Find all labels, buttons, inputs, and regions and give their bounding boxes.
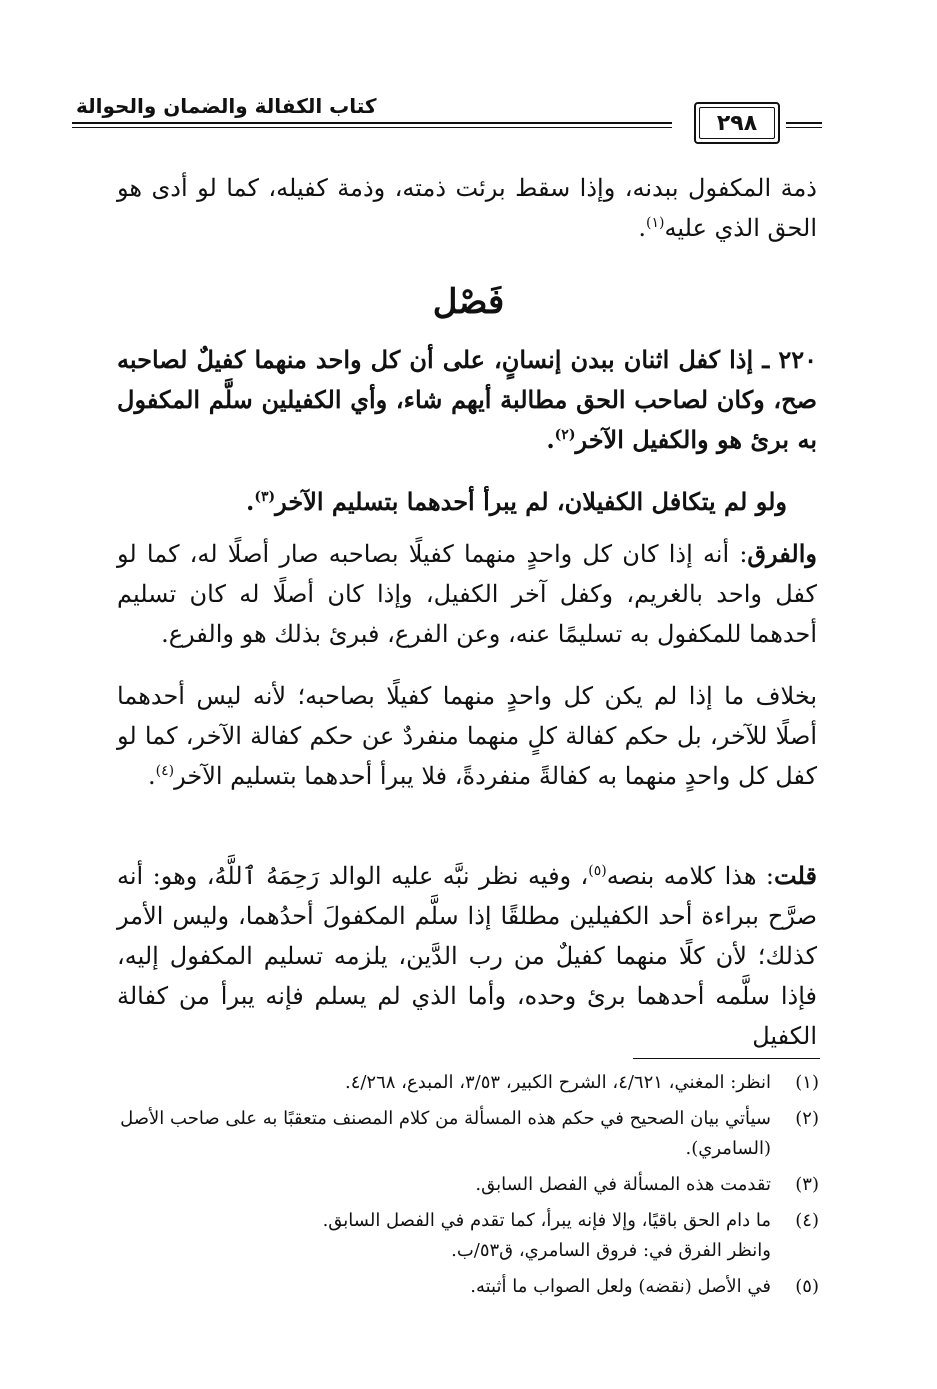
footnote — [109, 1272, 819, 1302]
header-rule — [72, 122, 672, 128]
qult-label: قلت — [774, 861, 818, 890]
paragraph-end: . — [638, 214, 647, 242]
footnote-ref: (٤) — [155, 763, 175, 779]
footnote — [109, 1170, 819, 1200]
paragraph-continuation — [117, 168, 817, 248]
footnote-number: (٤) — [795, 1210, 819, 1231]
footnotes — [109, 1068, 819, 1302]
footnote-text: انظر: المغني، ٤/٦٢١، الشرح الكبير، ٣/٥٣، المبدع، ٤/٢٦٨. — [344, 1072, 771, 1093]
farq-label: والفرق — [747, 539, 817, 568]
section-heading: فَصْل — [432, 282, 505, 322]
issue-end: . — [546, 425, 555, 454]
footnote-ref: (٥) — [588, 863, 607, 879]
paragraph-text: ذمة المكفول ببدنه، وإذا سقط برئت ذمته، وذمة كفيله، كما لو أدى هو الحق الذي عليه — [117, 174, 817, 242]
issue-text: إذا كفل اثنان ببدن إنسانٍ، على أن كل واحد منهما كفيلٌ لصاحبه صح، وكان لصاحب الحق مطالبة أيهم شاء، وأي الكفيلين سلَّم المكفول به برئ هو والكفيل الآخر — [117, 345, 817, 454]
farq-text: : أنه إذا كان كل واحدٍ منهما كفيلًا بصاحبه صار أصلًا له، كما لو كفل واحد بالغريم، وكفل آخر الكفيل، وإذا كان أصلًا له كان تسليم أحدهما للمكفول به تسليمًا عنه، وعن الفرع، فبرئ بذلك هو والفرع. — [117, 540, 817, 648]
footnote — [109, 1104, 819, 1164]
khilaf-end: . — [148, 762, 156, 790]
qult-paragraph — [117, 856, 817, 1056]
footnote-text: في الأصل (نقضه) ولعل الصواب ما أثبته. — [470, 1276, 771, 1297]
issue-end-2: . — [245, 487, 255, 516]
issue-paragraph-2 — [117, 482, 787, 522]
footnote-ref: (٢) — [554, 427, 576, 443]
footnote-separator — [633, 1058, 820, 1059]
footnote-text: ما دام الحق باقيًا، وإلا فإنه يبرأ، كما تقدم في الفصل السابق. — [322, 1210, 771, 1231]
page-number-frame — [694, 102, 780, 144]
page-header — [72, 92, 822, 142]
issue-number: ٢٢٠ ـ — [762, 345, 818, 374]
footnote-subtext: وانظر الفرق في: فروق السامري، ق٥٣/ب. — [451, 1240, 771, 1261]
footnote-text: تقدمت هذه المسألة في الفصل السابق. — [475, 1174, 771, 1195]
page-number: ٢٩٨ — [716, 110, 758, 136]
book-title: كتاب الكفالة والضمان والحوالة — [76, 94, 377, 118]
qult-text-b: ، وفيه نظر نبَّه عليه الوالد رَحِمَهُ ٱللَّهُ، وهو: أنه صرَّح ببراءة أحد الكفيلين مطلقًا إذا سلَّم المكفولَ أحدُهما، وليس الأمر كذلك؛ لأن كلًا منهما كفيلٌ من رب الدَّين، يلزمه تسليم المكفول إليه، فإذا سلَّمه أحدهما برئ وحده، وأما الذي لم يسلم فإنه يبرأ من كفالة الكفيل — [117, 862, 817, 1050]
footnote-text: سيأتي بيان الصحيح في حكم هذه المسألة من كلام المصنف متعقبًا به على صاحب الأصل (السامري). — [120, 1108, 771, 1159]
footnote-number: (٢) — [795, 1108, 819, 1129]
footnote — [109, 1206, 819, 1236]
farq-paragraph — [117, 534, 817, 654]
khilaf-paragraph — [117, 676, 817, 796]
footnote-continuation — [109, 1236, 819, 1266]
footnote-ref: (٣) — [254, 489, 276, 505]
footnote-number: (٣) — [795, 1174, 819, 1195]
khilaf-text: بخلاف ما إذا لم يكن كل واحدٍ منهما كفيلًا بصاحبه؛ لأنه ليس أحدهما أصلًا للآخر، بل حكم كفالة كلٍ منهما منفردٌ عن حكم كفالة الآخر، كما لو كفل كل واحدٍ منهما به كفالةً منفردةً، فلا يبرأ أحدهما بتسليم الآخر — [117, 682, 817, 790]
footnote-number: (١) — [795, 1072, 819, 1093]
qult-text-a: : هذا كلامه بنصه — [606, 862, 775, 890]
footnote-ref: (١) — [646, 215, 665, 231]
issue-paragraph — [117, 340, 817, 460]
header-rule-short — [786, 122, 822, 128]
issue-text-2: ولو لم يتكافل الكفيلان، لم يبرأ أحدهما بتسليم الآخر — [275, 487, 787, 516]
footnote-number: (٥) — [795, 1276, 819, 1297]
footnote — [109, 1068, 819, 1098]
